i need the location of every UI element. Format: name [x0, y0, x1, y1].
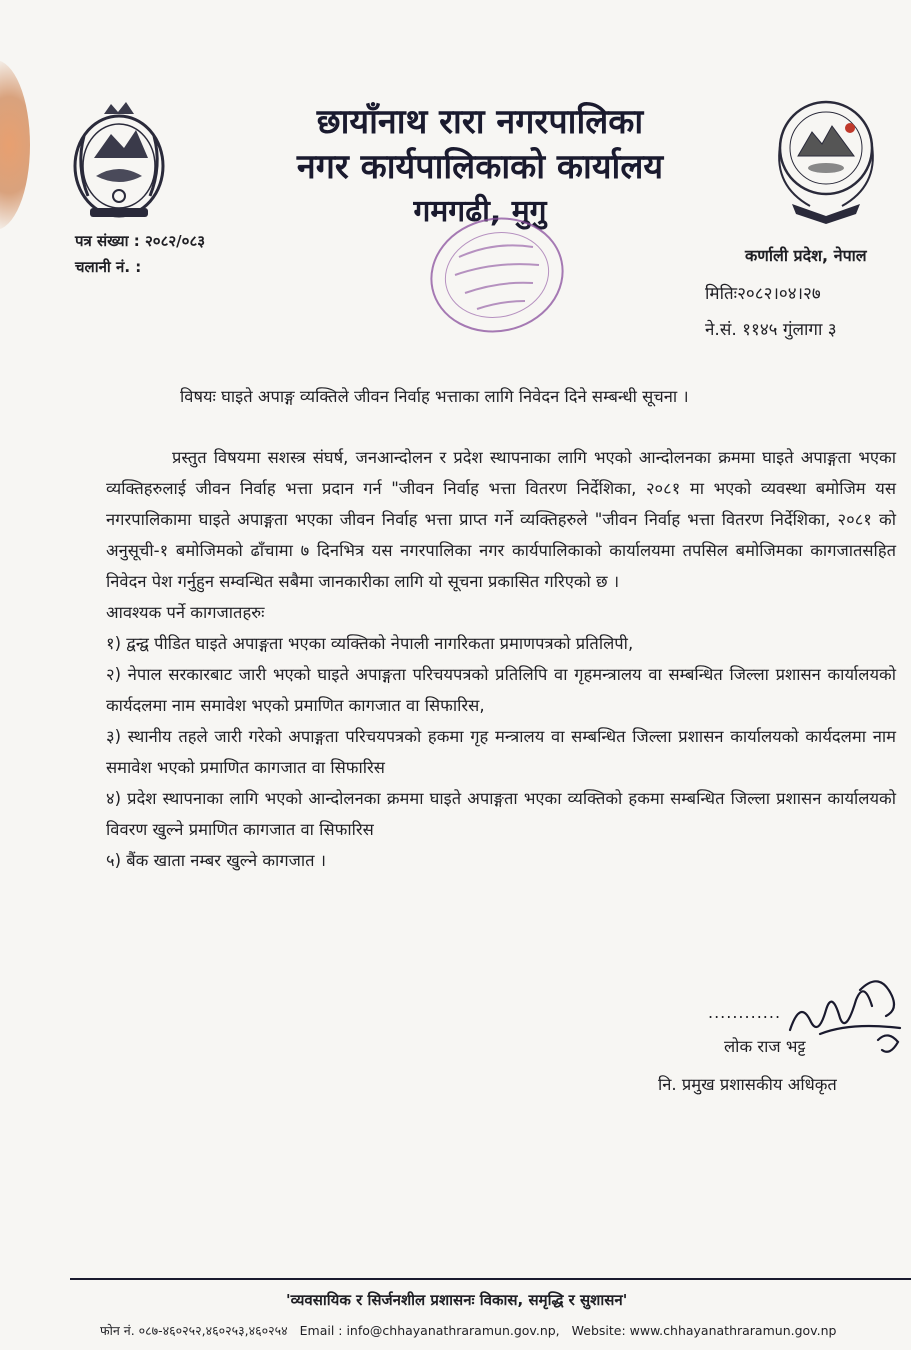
required-doc-item: १) द्वन्द्व पीडित घाइते अपाङ्गता भएका व्यक्तिको नेपाली नागरिकता प्रमाणपत्रको प्रतिलिपी, [106, 634, 634, 653]
footer-phone: फोन नं. ०८७-४६०२५२,४६०२५३,४६०२५४ [100, 1323, 288, 1338]
footer-motto: 'व्यवसायिक र सिर्जनशील प्रशासनः विकास, समृद्धि र सुशासन' [286, 1291, 628, 1309]
date-block [705, 276, 837, 348]
reference-block [75, 228, 205, 280]
date-nepal-sambat: ने.सं. ११४५ गुंलागा ३ [705, 320, 837, 340]
office-address: गमगढी, मुगु [413, 194, 547, 229]
signatory-name: लोक राज भट्ट [724, 1037, 806, 1056]
letter-number: पत्र संख्या : २०८२/०८३ [75, 232, 206, 250]
required-docs-heading: आवश्यक पर्ने कागजातहरुः [106, 603, 265, 622]
footer-contact [100, 1322, 836, 1339]
dispatch-number: चलानी नं. : [75, 258, 142, 276]
required-doc-item: ४) प्रदेश स्थापनाका लागि भएको आन्दोलनका क्रममा घाइते अपाङ्गता भएका व्यक्तिको हकमा सम्बन्धित जिल्ला प्रशासन कार्यालयको विवरण खुल्ने प्रमाणित कागजात वा सिफारिस [106, 789, 896, 839]
municipality-name: छायाँनाथ रारा नगरपालिका [316, 102, 644, 142]
office-stamp-icon [415, 205, 580, 345]
province-label: कर्णाली प्रदेश, नेपाल [745, 246, 867, 265]
signatory-title: नि. प्रमुख प्रशासकीय अधिकृत [658, 1075, 837, 1094]
required-doc-item: २) नेपाल सरकारबाट जारी भएको घाइते अपाङ्गता परिचयपत्रको प्रतिलिपि वा गृहमन्त्रालय वा सम्बन्धित जिल्ला प्रशासन कार्यालयको कार्यदलमा नाम समावेश भएको प्रमाणित कागजात वा सिफारिस, [106, 665, 896, 715]
required-doc-item: ३) स्थानीय तहले जारी गरेको अपाङ्गता परिचयपत्रको हकमा गृह मन्त्रालय वा सम्बन्धित जिल्ला प्रशासन कार्यालयको कार्यदलमा नाम समावेश भएको प्रमाणित कागजात वा सिफारिस [106, 727, 896, 777]
required-doc-item: ५) बैंक खाता नम्बर खुल्ने कागजात । [106, 851, 327, 870]
notice-body [106, 442, 896, 876]
footer-email[interactable]: Email : info@chhayanathraramun.gov.np, [299, 1323, 560, 1338]
office-name: नगर कार्यपालिकाको कार्यालय [296, 147, 664, 187]
nepal-emblem-icon [66, 96, 172, 224]
footer-divider [70, 1278, 911, 1280]
footer-website[interactable]: Website: www.chhayanathraramun.gov.np [571, 1323, 837, 1338]
notice-subject: विषयः घाइते अपाङ्ग व्यक्तिले जीवन निर्वाह भत्ताका लागि निवेदन दिने सम्बन्धी सूचना । [180, 387, 689, 406]
date-bs: मितिः२०८२।०४।२७ [705, 284, 821, 304]
paper-edge-stain [0, 60, 30, 230]
municipality-logo-icon [770, 86, 882, 228]
signature-line: ............ [708, 1003, 782, 1022]
notice-paragraph: प्रस्तुत विषयमा सशस्त्र संघर्ष, जनआन्दोलन र प्रदेश स्थापनाका लागि भएको आन्दोलनका क्रममा घाइते अपाङ्गता भएका व्यक्तिहरुलाई जीवन निर्वाह भत्ता प्रदान गर्न "जीवन निर्वाह भत्ता वितरण निर्देशिका, २०८१ मा भएको व्यवस्था बमोजिम यस नगरपालिकामा घाइते अपाङ्गता भएका जीवन निर्वाह भत्ता प्राप्त गर्ने व्यक्तिहरुले "जीवन निर्वाह भत्ता वितरण निर्देशिका, २०८१ को अनुसूची-१ बमोजिमको ढाँचामा ७ दिनभित्र यस नगरपालिका नगर कार्यपालिकाको कार्यालयमा तपसिल बमोजिमका कागजातसहित निवेदन पेश गर्नुहुन सम्वन्धित सबैमा जानकारीका लागि यो सूचना प्रकासित गरिएको छ । [106, 448, 896, 591]
